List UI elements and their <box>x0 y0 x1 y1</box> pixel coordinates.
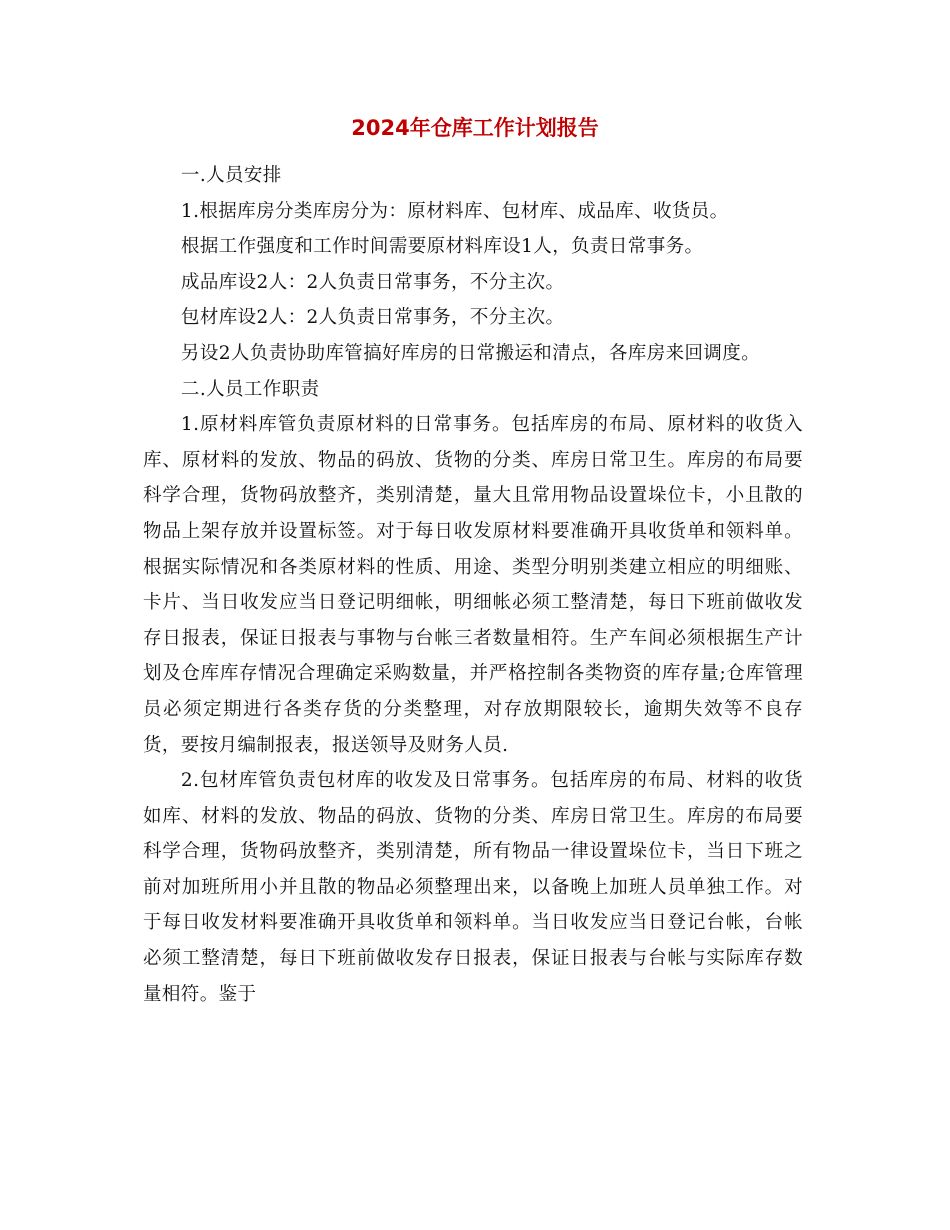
document-title: 2024年仓库工作计划报告 <box>351 116 599 140</box>
paragraph: 1.根据库房分类库房分为：原材料库、包材库、成品库、收货员。 <box>180 200 729 222</box>
paragraph: 另设2人负责协助库管搞好库房的日常搬运和清点，各库房来回调度。 <box>180 342 761 364</box>
paragraph: 根据工作强度和工作时间需要原材料库设1人，负责日常事务。 <box>180 236 704 258</box>
paragraph: 2.包材库管负责包材库的收发及日常事务。包括库房的布局、材料的收货如库、材料的发放、物品的码放、货物的分类、库房日常卫生。库房的布局要科学合理，货物码放整齐，类别清楚，所有物品一律设置垛位卡，当日下班之前对加班所用小并且散的物品必须整理出来，以备晚上加班人员单独工作。对于每日收发材料要准确开具收货单和领料单。当日收发应当日登记台帐，台帐必须工整清楚，每日下班前做收发存日报表，保证日报表与台帐与实际库存数量相符。鉴于 <box>143 770 803 1005</box>
paragraph: 成品库设2人：2人负责日常事务，不分主次。 <box>180 271 565 293</box>
section-heading-staffing: 一.人员安排 <box>180 165 282 186</box>
document-body <box>143 158 803 1012</box>
section-heading-duties: 二.人员工作职责 <box>180 378 320 400</box>
paragraph: 包材库设2人：2人负责日常事务，不分主次。 <box>180 307 565 329</box>
paragraph: 1.原材料库管负责原材料的日常事务。包括库房的布局、原材料的收货入库、原材料的发放、物品的码放、货物的分类、库房日常卫生。库房的布局要科学合理，货物码放整齐，类别清楚，量大且常用物品设置垛位卡，小且散的物品上架存放并设置标签。对于每日收发原材料要准确开具收货单和领料单。根据实际情况和各类原材料的性质、用途、类型分明别类建立相应的明细账、卡片、当日收发应当日登记明细帐，明细帐必须工整清楚，每日下班前做收发存日报表，保证日报表与事物与台帐三者数量相符。生产车间必须根据生产计划及仓库库存情况合理确定采购数量，并严格控制各类物资的库存量;仓库管理员必须定期进行各类存货的分类整理，对存放期限较长，逾期失效等不良存货，要按月编制报表，报送领导及财务人员. <box>143 414 803 756</box>
